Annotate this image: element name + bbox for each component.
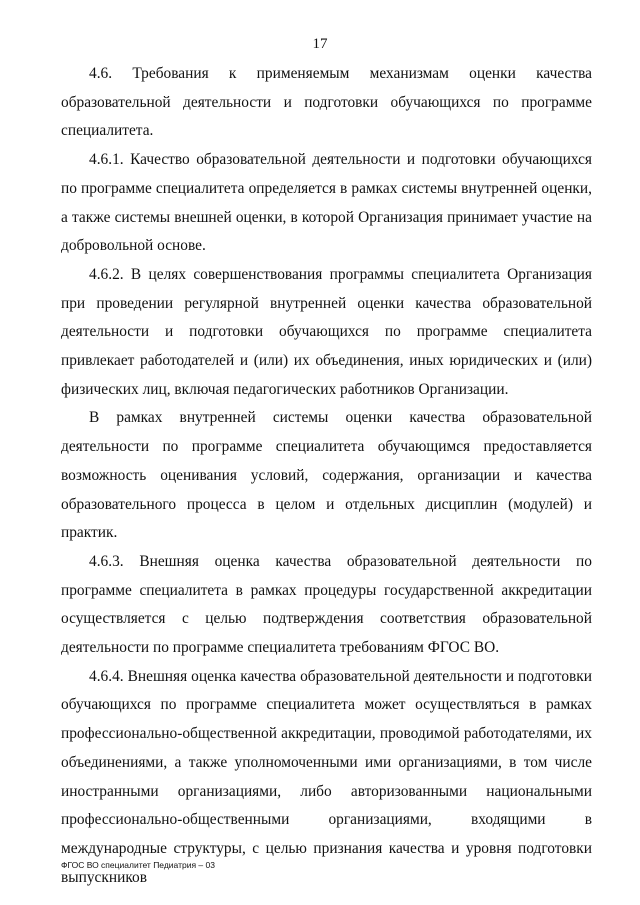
paragraph-4-6-4: 4.6.4. Внешняя оценка качества образовательной деятельности и подготовки обучающихся по программе специалитета может осуществляться в рамках профессионально-общественной аккредитации, проводимой работодателями, их объединениями, а также уполномоченными ими организациями, в том числе иностранными организациями, либо авторизованными национальными профессионально-общественными организациями, входящими в международные структуры, с целью признания качества и уровня подготовки выпускников <box>61 667 592 886</box>
footer-document-code: ФГОС ВО специалитет Педиатрия – 03 <box>61 860 215 870</box>
paragraph-4-6-2: 4.6.2. В целях совершенствования программы специалитета Организация при проведении регулярной внутренней оценки качества образовательной деятельности и подготовки обучающихся по программе специалитета привлекает работодателей и (или) их объединения, иных юридических и (или) физических лиц, включая педагогических работников Организации. <box>61 265 592 398</box>
document-body <box>61 60 592 892</box>
page-number: 17 <box>312 36 328 52</box>
paragraph-4-6-1: 4.6.1. Качество образовательной деятельности и подготовки обучающихся по программе специалитета определяется в рамках системы внутренней оценки, а также системы внешней оценки, в которой Организация принимает участие на добровольной основе. <box>61 151 592 255</box>
paragraph-internal-assessment: В рамках внутренней системы оценки качества образовательной деятельности по программе специалитета обучающимся предоставляется возможность оценивания условий, содержания, организации и качества образовательного процесса в целом и отдельных дисциплин (модулей) и практик. <box>61 409 592 542</box>
paragraph-4-6: 4.6. Требования к применяемым механизмам оценки качества образовательной деятельности и подготовки обучающихся по программе специалитета. <box>61 65 592 140</box>
paragraph-4-6-3: 4.6.3. Внешняя оценка качества образовательной деятельности по программе специалитета в рамках процедуры государственной аккредитации осуществляется с целью подтверждения соответствия образовательной деятельности по программе специалитета требованиям ФГОС ВО. <box>61 552 592 657</box>
